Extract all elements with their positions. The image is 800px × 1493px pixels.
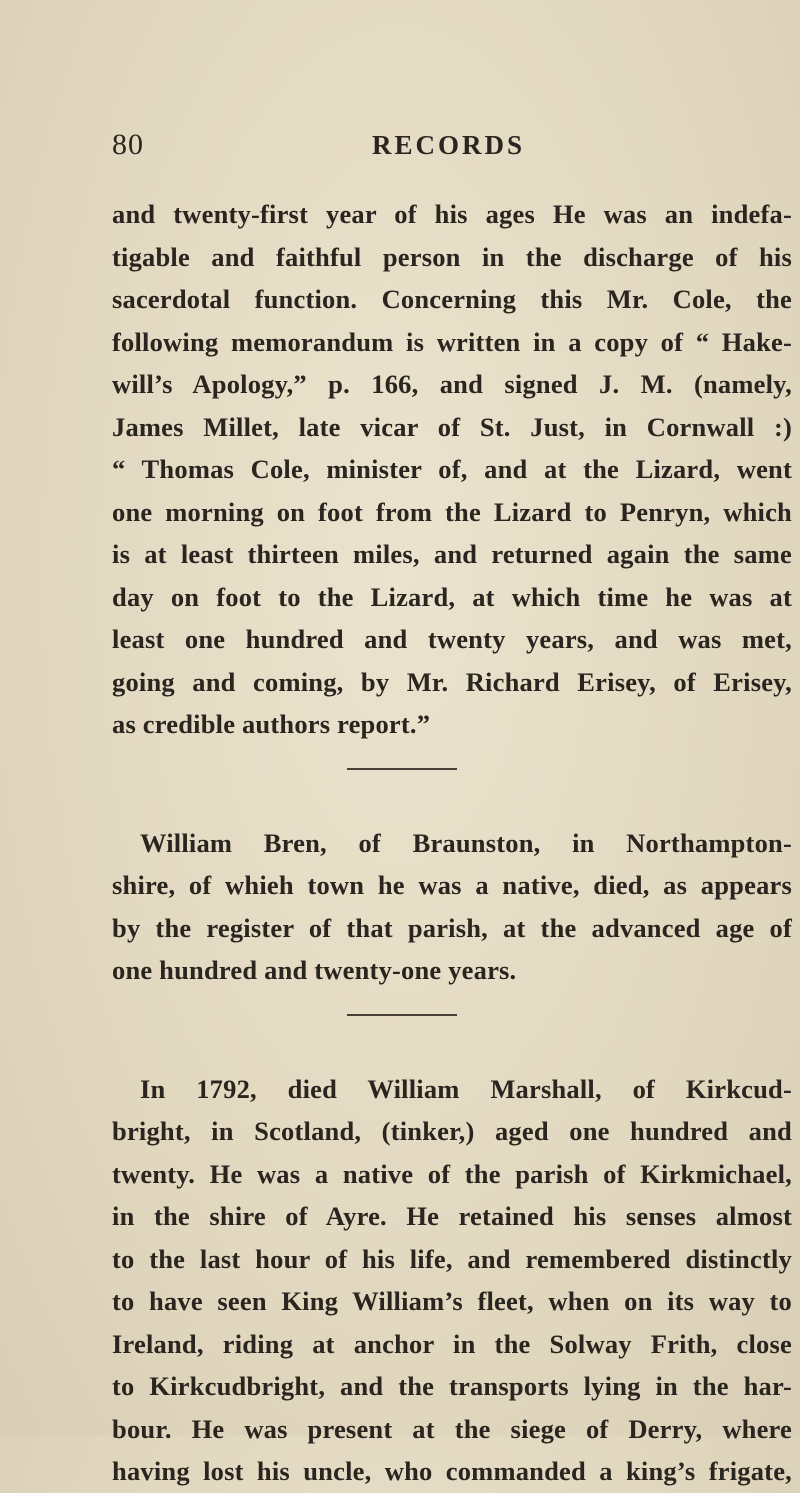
text-line: in the shire of Ayre. He retained his senses almost bbox=[112, 1201, 792, 1231]
text-line: Ireland, riding at anchor in the Solway Frith, close bbox=[112, 1328, 792, 1359]
page-header bbox=[112, 128, 712, 168]
text-line: day on foot to the Lizard, at which time he was at bbox=[112, 581, 792, 612]
paragraph-bren bbox=[112, 822, 792, 992]
divider-rule bbox=[347, 1014, 457, 1016]
text-line: to the last hour of his life, and remembered distinctly bbox=[112, 1243, 792, 1274]
text-line: will’s Apology,” p. 166, and signed J. M. (namely, bbox=[112, 369, 792, 399]
text-line: bright, in Scotland, (tinker,) aged one hundred and bbox=[112, 1116, 792, 1146]
text-line: one hundred and twenty-one years. bbox=[112, 955, 517, 985]
text-line: one morning on foot from the Lizard to Penryn, which bbox=[112, 496, 792, 527]
text-line: as credible authors report.” bbox=[112, 709, 431, 739]
text-line: going and coming, by Mr. Richard Erisey, of Erisey, bbox=[112, 666, 792, 697]
text-line: by the register of that parish, at the advanced age of bbox=[112, 912, 792, 943]
text-line: having lost his uncle, who commanded a king’s frigate, bbox=[112, 1456, 792, 1486]
body-text bbox=[112, 193, 792, 1493]
text-line: James Millet, late vicar of St. Just, in Cornwall :) bbox=[112, 411, 792, 442]
text-line: and twenty-first year of his ages He was an indefa- bbox=[112, 199, 792, 229]
text-line: bour. He was present at the siege of Derry, where bbox=[112, 1413, 792, 1444]
section-divider bbox=[112, 1014, 792, 1068]
text-line: shire, of whieh town he was a native, died, as appears bbox=[112, 870, 792, 900]
text-line: is at least thirteen miles, and returned again the same bbox=[112, 539, 792, 569]
text-line: “ Thomas Cole, minister of, and at the Lizard, went bbox=[112, 454, 792, 484]
text-line: least one hundred and twenty years, and was met, bbox=[112, 624, 792, 654]
text-line: to Kirkcudbright, and the transports lying in the har- bbox=[112, 1371, 792, 1401]
text-line: In 1792, died William Marshall, of Kirkcud- bbox=[140, 1073, 792, 1104]
text-line: sacerdotal function. Concerning this Mr. Cole, the bbox=[112, 284, 792, 314]
paragraph-cole bbox=[112, 193, 792, 746]
text-line: William Bren, of Braunston, in Northampton- bbox=[140, 827, 792, 858]
section-divider bbox=[112, 768, 792, 822]
text-line: twenty. He was a native of the parish of Kirkmichael, bbox=[112, 1158, 792, 1189]
paragraph-marshall bbox=[112, 1068, 792, 1493]
running-head: RECORDS bbox=[372, 130, 526, 160]
divider-rule bbox=[347, 768, 457, 770]
page-number: 80 bbox=[112, 128, 144, 161]
text-line: tigable and faithful person in the discharge of his bbox=[112, 241, 792, 272]
text-line: following memorandum is written in a copy of “ Hake- bbox=[112, 326, 792, 357]
text-line: to have seen King William’s fleet, when on its way to bbox=[112, 1286, 792, 1316]
